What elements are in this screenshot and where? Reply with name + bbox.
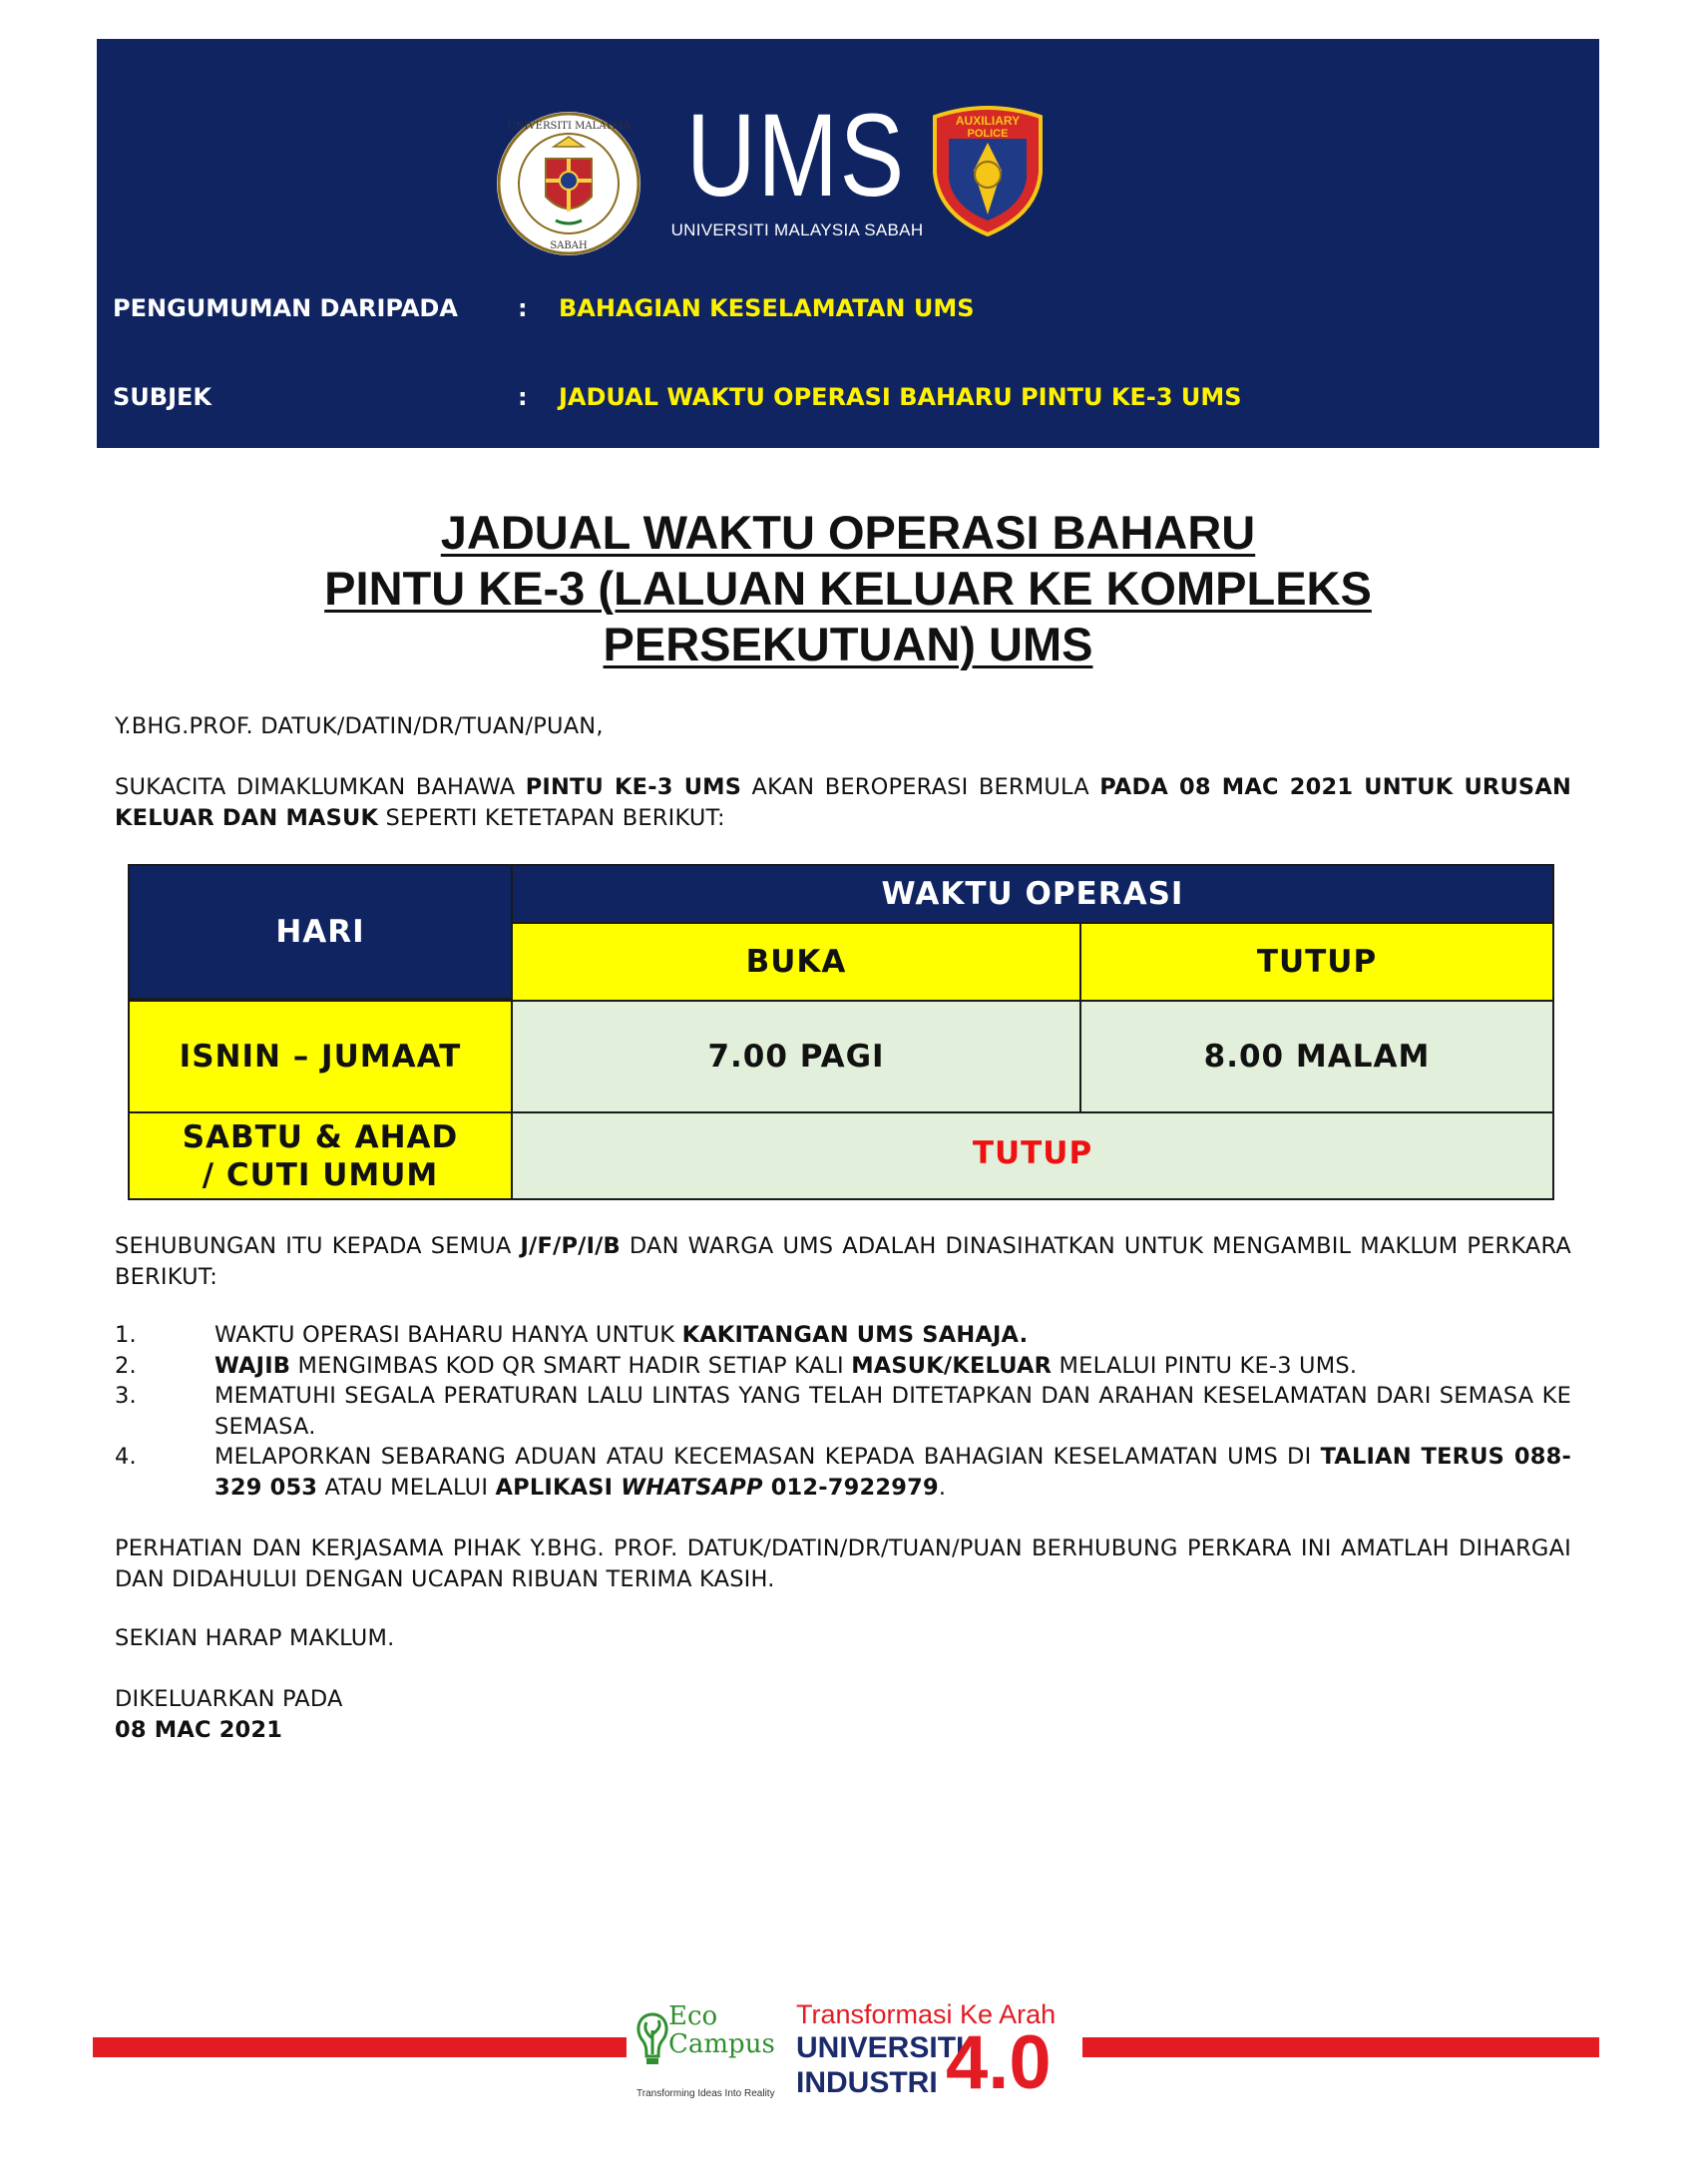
auxiliary-police-badge-logo xyxy=(929,103,1047,236)
svg-text:AUXILIARY: AUXILIARY xyxy=(955,114,1021,128)
four-point-zero-text: 4.0 xyxy=(946,2020,1052,2105)
lightbulb-leaf-icon xyxy=(633,2010,672,2080)
universiti-text: UNIVERSITI xyxy=(796,2031,965,2064)
list-item: 1. WAKTU OPERASI BAHARU HANYA UNTUK KAKITANGAN UMS SAHAJA. xyxy=(115,1322,1029,1348)
industri-text: INDUSTRI xyxy=(796,2066,938,2099)
ums-wordmark: UMS xyxy=(685,90,906,221)
ums-seal-logo xyxy=(494,109,643,258)
intro-paragraph: SUKACITA DIMAKLUMKAN BAHAWA PINTU KE-3 UMS AKAN BEROPERASI BERMULA PADA 08 MAC 2021 UNTUK URUSAN KELUAR DAN MASUK SEPERTI KETETAPAN BERIKUT: xyxy=(115,774,1571,831)
universiti-industri-logo xyxy=(796,1999,1095,2109)
regards-line: SEKIAN HARAP MAKLUM. xyxy=(115,1625,395,1651)
salutation: Y.BHG.PROF. DATUK/DATIN/DR/TUAN/PUAN, xyxy=(115,713,604,739)
issued-label: DIKELUARKAN PADA xyxy=(115,1686,343,1712)
svg-text:POLICE: POLICE xyxy=(967,128,1009,140)
instructions-list xyxy=(115,1320,1571,1503)
closing-paragraph: PERHATIAN DAN KERJASAMA PIHAK Y.BHG. PROF. DATUK/DATIN/DR/TUAN/PUAN BERHUBUNG PERKARA INI AMATLAH DIHARGAI DAN DIDAHULUI DENGAN UCAPAN RIBUAN TERIMA KASIH. xyxy=(115,1535,1571,1592)
header-close: TUTUP xyxy=(1079,922,1554,1002)
subject-label: SUBJEK xyxy=(113,383,212,411)
from-value: BAHAGIAN KESELAMATAN UMS xyxy=(559,294,975,322)
svg-text:SABAH: SABAH xyxy=(550,240,588,251)
svg-text:UNIVERSITI MALAYSIA: UNIVERSITI MALAYSIA xyxy=(507,121,631,132)
title-line-1: JADUAL WAKTU OPERASI BAHARU xyxy=(440,506,1256,559)
row-weekend-status: TUTUP xyxy=(511,1111,1554,1200)
row-weekday-day: ISNIN – JUMAAT xyxy=(128,1000,513,1113)
document-title xyxy=(97,505,1599,672)
eco-campus-text: Eco Campus xyxy=(668,2001,775,2059)
from-label: PENGUMUMAN DARIPADA xyxy=(113,294,458,322)
title-line-2: PINTU KE-3 (LALUAN KELUAR KE KOMPLEKS xyxy=(324,562,1372,615)
footer-red-line-right xyxy=(1082,2037,1599,2057)
advice-paragraph: SEHUBUNGAN ITU KEPADA SEMUA J/F/P/I/B DAN WARGA UMS ADALAH DINASIHATKAN UNTUK MENGAMBIL MAKLUM PERKARA BERIKUT: xyxy=(115,1233,1572,1290)
list-item: 4. MELAPORKAN SEBARANG ADUAN ATAU KECEMASAN KEPADA BAHAGIAN KESELAMATAN UMS DI TALIAN TERUS 088-329 053 ATAU MELALUI APLIKASI WHATSAPP 012-7922979. xyxy=(115,1444,1571,1501)
footer-red-line-left xyxy=(93,2037,627,2057)
subject-separator: : xyxy=(518,383,528,411)
subject-value: JADUAL WAKTU OPERASI BAHARU PINTU KE-3 UMS xyxy=(559,383,1242,411)
header-open: BUKA xyxy=(511,922,1081,1002)
row-weekend-day: SABTU & AHAD / CUTI UMUM xyxy=(128,1111,513,1200)
list-item: 3. MEMATUHI SEGALA PERATURAN LALU LINTAS YANG TELAH DITETAPKAN DAN ARAHAN KESELAMATAN DARI SEMASA KE SEMASA. xyxy=(115,1383,1571,1440)
header-banner xyxy=(97,39,1599,448)
logo-row xyxy=(97,90,1599,298)
row-weekday-close: 8.00 MALAM xyxy=(1079,1000,1554,1113)
issued-date: 08 MAC 2021 xyxy=(115,1717,283,1743)
operating-hours-table xyxy=(128,864,1554,1200)
header-day: HARI xyxy=(128,864,513,1000)
eco-campus-logo xyxy=(629,2000,788,2105)
list-item: 2. WAJIB MENGIMBAS KOD QR SMART HADIR SETIAP KALI MASUK/KELUAR MELALUI PINTU KE-3 UMS. xyxy=(115,1352,1358,1379)
transformation-tagline: Transformasi Ke Arah xyxy=(796,1999,1057,2029)
title-line-3: PERSEKUTUAN) UMS xyxy=(603,618,1093,670)
from-separator: : xyxy=(518,294,528,322)
header-operating-hours: WAKTU OPERASI xyxy=(511,864,1554,924)
eco-campus-tagline: Transforming Ideas Into Reality xyxy=(636,2088,775,2099)
row-weekday-open: 7.00 PAGI xyxy=(511,1000,1081,1113)
ums-subtitle: UNIVERSITI MALAYSIA SABAH xyxy=(670,220,924,239)
